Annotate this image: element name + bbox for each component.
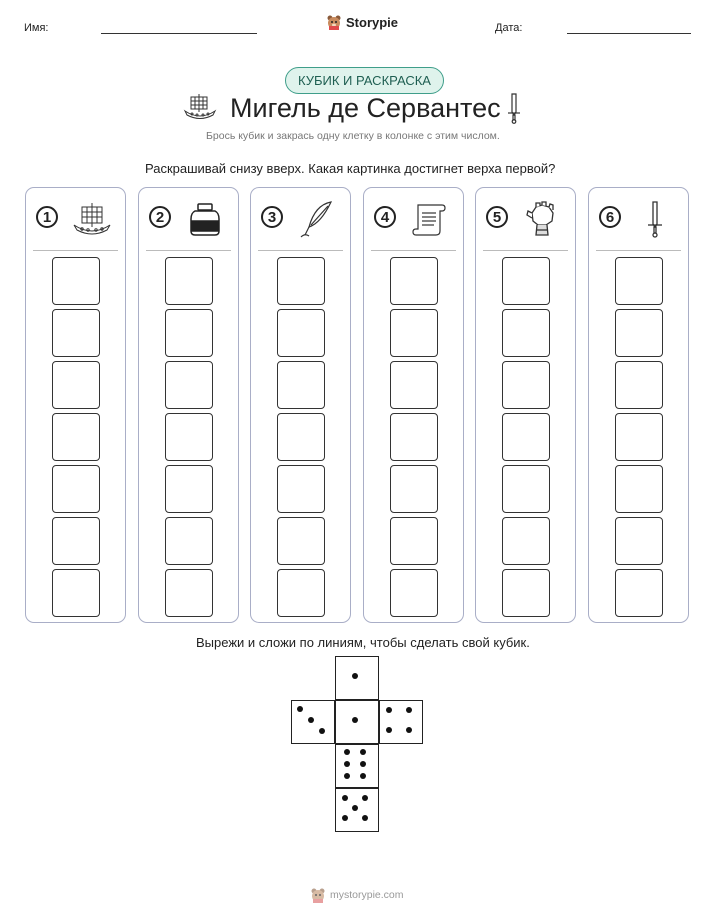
pip [362,815,368,821]
column-divider [483,250,568,251]
color-cell[interactable] [615,361,663,409]
color-cell[interactable] [502,517,550,565]
color-cell[interactable] [52,309,100,357]
gauntlet-icon [522,199,562,239]
dice-face-1 [335,700,379,744]
color-cell[interactable] [615,517,663,565]
color-cell[interactable] [615,413,663,461]
name-label: Имя: [24,22,49,34]
color-cell[interactable] [277,413,325,461]
color-cell[interactable] [615,257,663,305]
bear-footer-icon [310,887,326,903]
color-cell[interactable] [52,569,100,617]
quill-icon [297,199,337,239]
color-cell[interactable] [502,257,550,305]
pip [344,773,350,779]
date-field[interactable] [567,33,691,34]
column-3 [250,187,351,623]
color-cell[interactable] [277,257,325,305]
pip [362,795,368,801]
pip [308,717,314,723]
color-cell[interactable] [390,257,438,305]
color-cell[interactable] [277,569,325,617]
ship-title-icon [183,92,217,122]
column-4 [363,187,464,623]
color-cell[interactable] [52,517,100,565]
scroll-icon [410,199,450,239]
sword-title-icon [506,92,522,124]
color-cell[interactable] [165,257,213,305]
column-number: 3 [261,206,283,228]
column-number: 1 [36,206,58,228]
dice-face-1 [335,656,379,700]
color-cell[interactable] [502,361,550,409]
color-cell[interactable] [390,361,438,409]
date-label: Дата: [495,22,523,34]
ship-icon [72,199,112,239]
footer-url[interactable]: mystorypie.com [330,889,404,901]
pip [386,707,392,713]
column-2 [138,187,239,623]
color-cell[interactable] [165,569,213,617]
pip [352,673,358,679]
color-cell[interactable] [165,361,213,409]
color-cell[interactable] [502,569,550,617]
instruction-top: Раскрашивай снизу вверх. Какая картинка достигнет верха первой? [145,161,556,176]
footer [310,887,404,903]
column-divider [258,250,343,251]
instruction-bottom: Вырежи и сложи по линиям, чтобы сделать свой кубик. [196,635,530,650]
color-cell[interactable] [165,465,213,513]
column-divider [596,250,681,251]
column-number: 5 [486,206,508,228]
name-field[interactable] [101,33,257,34]
column-number: 2 [149,206,171,228]
column-divider [33,250,118,251]
column-number: 6 [599,206,621,228]
inkwell-icon [185,199,225,239]
color-cell[interactable] [390,517,438,565]
pip [342,815,348,821]
pip [342,795,348,801]
pip [360,749,366,755]
color-cell[interactable] [165,517,213,565]
pip [344,749,350,755]
bear-logo-icon [326,14,342,30]
color-cell[interactable] [165,309,213,357]
color-cell[interactable] [277,465,325,513]
column-6 [588,187,689,623]
color-cell[interactable] [390,569,438,617]
color-cell[interactable] [52,465,100,513]
subtitle: Брось кубик и закрась одну клетку в колонке с этим числом. [206,130,500,142]
pip [319,728,325,734]
color-cell[interactable] [390,309,438,357]
logo-text: Storypie [346,14,399,30]
color-cell[interactable] [52,257,100,305]
dice-face-5 [335,788,379,832]
pip [406,707,412,713]
pip [352,717,358,723]
dice-face-3 [291,700,335,744]
activity-badge: КУБИК И РАСКРАСКА [285,67,444,94]
pip [344,761,350,767]
pip [360,773,366,779]
sword-icon [635,199,675,239]
pip [297,706,303,712]
color-cell[interactable] [615,465,663,513]
column-divider [371,250,456,251]
color-cell[interactable] [502,465,550,513]
pip [386,727,392,733]
color-cell[interactable] [390,413,438,461]
color-cell[interactable] [277,517,325,565]
color-cell[interactable] [52,361,100,409]
color-cell[interactable] [390,465,438,513]
color-cell[interactable] [52,413,100,461]
color-cell[interactable] [502,413,550,461]
dice-face-4 [379,700,423,744]
dice-face-6 [335,744,379,788]
pip [352,805,358,811]
column-5 [475,187,576,623]
pip [360,761,366,767]
page-title: Мигель де Сервантес [230,93,501,123]
column-number: 4 [374,206,396,228]
pip [406,727,412,733]
column-divider [146,250,231,251]
color-cell[interactable] [615,569,663,617]
color-cell[interactable] [277,309,325,357]
column-1 [25,187,126,623]
storypie-logo [326,14,398,30]
color-cell[interactable] [502,309,550,357]
color-cell[interactable] [165,413,213,461]
color-cell[interactable] [615,309,663,357]
color-cell[interactable] [277,361,325,409]
